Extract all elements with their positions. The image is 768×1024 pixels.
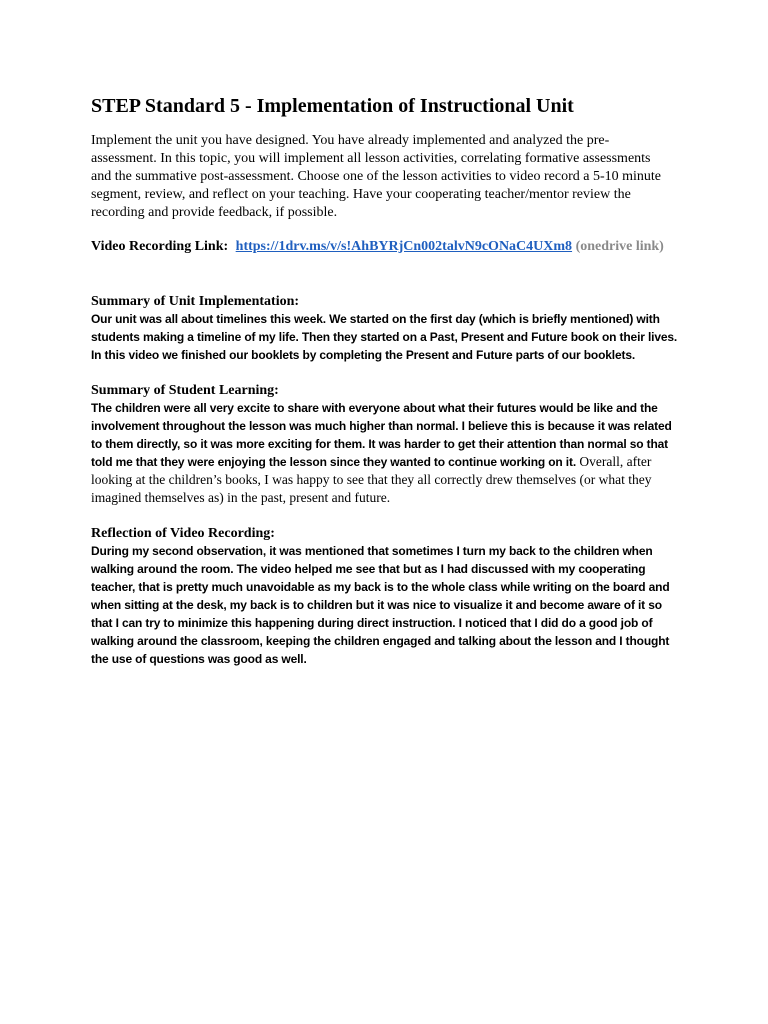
instructions-paragraph: Implement the unit you have designed. You have already implemented and analyzed the pre-assessment. In this topic, you will implement all lesson activities, correlating formative assessments and the summative post-assessment. Choose one of the lesson activities to video record a 5-10 minute segment, review, and reflect on your teaching. Have your cooperating teacher/mentor review the recording and provide feedback, if possible. <box>91 133 661 220</box>
student-learning-section <box>91 382 691 507</box>
video-reflection-section <box>91 525 691 668</box>
video-reflection-heading: Reflection of Video Recording: <box>91 526 275 541</box>
student-learning-body <box>91 399 683 507</box>
student-learning-heading: Summary of Student Learning: <box>91 383 279 398</box>
unit-implementation-heading: Summary of Unit Implementation: <box>91 294 300 309</box>
document-page <box>91 94 691 686</box>
unit-implementation-body: Our unit was all about timelines this week. We started on the first day (which is briefly mentioned) with students making a timeline of my life. Then they started on a Past, Present and Future book on their lives. In this video we finished our booklets by completing the Present and Future parts of our booklets. <box>91 312 678 362</box>
student-learning-body-main: The children were all very excite to share with everyone about what their futures would be like and the involvement throughout the lesson was much higher than normal. I believe this is because it was related to them directly, so it was more exciting for them. It was harder to get their attention than normal so that told me that they were enjoying the lesson since they wanted to continue working on it. <box>91 401 672 469</box>
video-reflection-body: During my second observation, it was mentioned that sometimes I turn my back to the children when walking around the room. The video helped me see that but as I had discussed with my cooperating teacher, that is pretty much unavoidable as my back is to the whole class while writing on the board and when sitting at the desk, my back is to children but it was nice to visualize it and become aware of it so that I can try to minimize this happening during direct instruction. I noticed that I did do a good job of walking around the classroom, keeping the children engaged and talking about the lesson and I thought the use of questions was good as well. <box>91 544 670 666</box>
video-recording-line <box>91 238 691 256</box>
student-learning-body-tail: Overall, after looking at the children’s books, I was happy to see that they all correctly drew themselves (or what they imagined themselves as) in the past, present and future. <box>91 454 652 505</box>
document-title: STEP Standard 5 - Implementation of Instructional Unit <box>91 95 574 117</box>
unit-implementation-section <box>91 293 691 364</box>
video-recording-link[interactable]: https://1drv.ms/v/s!AhBYRjCn002talvN9cONaC4UXm8 <box>235 239 573 254</box>
onedrive-note: (onedrive link) <box>575 239 664 254</box>
video-recording-label: Video Recording Link: <box>91 239 229 254</box>
